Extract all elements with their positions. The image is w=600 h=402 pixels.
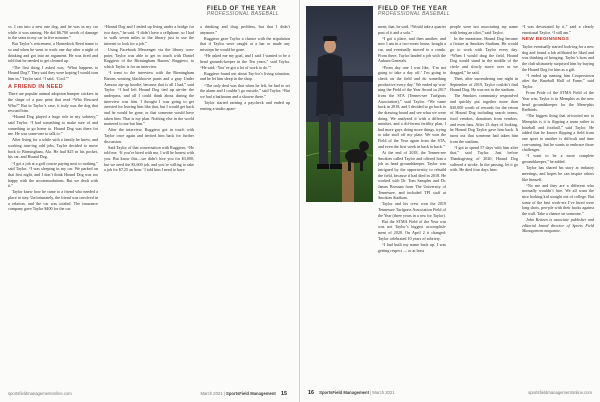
paragraph: Taylor eventually started look-ing for a new dog and found a lab affiliated he liked and was thinking of bringing. Taylor’s boss and the club ultimately surprised him by buying the Hound Dog for him as a gift.: [522, 43, 594, 72]
footer-sep: |: [223, 391, 225, 396]
paragraph: After living for a while with a family he knew, and working turn-ing odd jobs, Taylor decided to move back to Birmingham, Ala. He had $25 in his pocket, his car, and Hound Dog.: [8, 137, 98, 160]
paragraph: “The biggest thing that at-tracted me to Memphis is it is flipping a team rather to baseball and football,” said Taylor. He added that he knows flipping a field from one sport to another is difficult and time con-suming, but he wants to embrace those challenges.: [522, 113, 594, 153]
paragraph: “Hound Dog and I ended up living under a bridge for two days,” he said. “I didn’t have a cellphone, so I had to walk seven miles to the library just to use the internet to look for a job.”: [104, 24, 194, 46]
paragraph: In the meantime, Hound Dog became a fixture at Smokies Stadium. He would go to work with Taylor every day. “When I would drag the field, Hound Dog would stand in the middle of the circle and slowly move over as we dragged,” he said.: [450, 35, 518, 75]
paragraph: The Smokies community respond-ed and quickly put together more than $30,000 worth of rewards for the return of Hound Dog including search teams, food vendors, donations from vendors, and even fans. After 23 days of looking, he Hound Dog Taylor gave him back. It turns out that someone had taken him from the stadium.: [450, 93, 518, 144]
footer-magazine: SportsField Management: [319, 390, 369, 395]
paragraph: “I got to spend 57 days with him after that,” said Taylor. Just before Thanksgiving of 2020, Hound Dog suffered a stroke. In the passing, let it go with. He died four days later.: [450, 144, 518, 173]
paragraph: people were not associating my name with being an idiot,” said Taylor.: [450, 24, 518, 35]
photo-image: [306, 6, 373, 202]
article-column-6: [522, 24, 594, 380]
section-heading: A FRIEND IN NEED: [8, 83, 64, 90]
page-number: 15: [281, 391, 287, 397]
paragraph: Taylor and his crew won the 2019 Tennessee Turfgrass Association Field of the Year (three years in a row for Taylor).: [378, 201, 446, 218]
footer-site: sportsfieldmanagementonline.com: [8, 391, 72, 396]
header-subtitle: PROFESSIONAL BASEBALL: [206, 11, 279, 18]
page-number: 16: [308, 390, 314, 396]
footer-date: March 2021: [372, 390, 395, 395]
article-column-5: [450, 24, 518, 380]
author-byline: John Reitzen is associate publisher and editorial brand director of Sports Field Management magazine.: [522, 217, 594, 234]
right-page: [300, 0, 600, 402]
paragraph: “I had built my name back up, I was getting respect — or at least: [378, 241, 446, 253]
paragraph: At the end of 2018, the Tennes-see Smokies called Taylor and offered him a job as head groundskeeper. Taylor was intrigued by the opportu-nity to rebuild the field, because it had died in 2018. He worked with Dr. Tom Samples and Dr. James Brosnan from The University of Tennessee, and included TPI staff at Smokies Stadium.: [378, 149, 446, 201]
paragraph: “I ended up naming him Cooperstown after the Baseball Hall of Fame,” said Taylor.: [522, 72, 594, 90]
paragraph: But Taylor’s retirement, a Homedock Reed name is so and when he went to work one day after a night of drinking and got into an argument. He was fired and told that he needed to get cleaned up.: [8, 41, 98, 64]
paragraph: a drinking and drug problem, but that I didn’t anymore.”: [200, 24, 290, 35]
footer-date: March 2021: [200, 391, 223, 396]
groundskeeper-photo: [306, 6, 373, 202]
paragraph: “He asked me my goal, and I said I wanted to be a head grounds-keeper in the Ten years,” said Taylor. “He said, ‘You’ve got a lot of work to do.’”: [200, 53, 290, 70]
paragraph: Then, after surrendering one night in September of 2019, Taylor couldn’t find Hound Dog. He was not in the stadium.: [450, 75, 518, 93]
header-title: FIELD OF THE YEAR: [378, 6, 448, 12]
footer-sep: |: [370, 390, 372, 395]
page-footer: [8, 391, 291, 396]
article-column-3: [200, 24, 290, 380]
article-column-4: [378, 24, 446, 380]
paragraph: “Hound Dog played a huge role in my sobriety,” said Taylor. “I had something to make sure of and something to go home to. Hound Dog was there for me. He was some-one to talk to.”: [8, 114, 98, 137]
page-header: [207, 6, 279, 18]
footer-magazine: SportsField Management: [226, 391, 276, 396]
paragraph: “No me and they are a different who normally wouldn’t hire. We all want the nice looking kid straight out of college. But some of the best work-ers I’ve hired were long shots, peo-ple with their backs against the wall. Take a chance on someone.”: [522, 182, 594, 216]
paragraph: From Pride of the STMA Field of the Year win, Taylor is in Memphis as the new head groundskeeper for the Mem-phis Redbirds.: [522, 90, 594, 113]
section-heading: NEW BEGINNINGS: [522, 37, 570, 43]
paragraph: Taylor knew how he came to a friend who needed a place to stay. Unfortunately, the friend was involved in a relation, and the car was totaled. The insurance company gave Taylor $400 for the car.: [8, 189, 98, 212]
paragraph: Taylor has shared his story at industry meetings, and hopes he can inspire others like himself.: [522, 165, 594, 182]
paragraph: There are popular animal adoption bumper stickers in the shape of a paw print that read “Who Rescued Who?” But in Taylor’s case, it truly was the dog that rescued him.: [8, 91, 98, 114]
article-column-1: [8, 24, 98, 380]
paragraph: Using Facebook Messenger via the library com-puter, Taylor was able to get in touch with Daniel Ruggiero of the Birmingham Barons’ Ruggiero, to which Taylor is for an interview.: [104, 47, 194, 70]
paragraph: Ruggiero gave Taylor a chance with the stipulation that if Taylor were caught at a bar or made any missteps he would be gone.: [200, 35, 290, 53]
page-footer: [308, 390, 592, 396]
paragraph: ment; that, he said, “Would take a quarter past of it and a sofa.”: [378, 24, 446, 35]
paragraph: Said Taylor of that conversation with Ruggiero, “He told me, ‘If you’re hired with me, I will be honest with you. But know this—we didn’t hire you for $3,000, but we need the $3,600 job, and you’re willing to take a job for $7.25 an hour.’ I told him I need to have: [104, 144, 194, 173]
header-title: FIELD OF THE YEAR: [206, 6, 277, 12]
paragraph: After the interview, Ruggiero got in touch with Taylor once again and invited him back for further discussion.: [104, 127, 194, 144]
footer-site: sportsfieldmanagementonline.com: [528, 390, 592, 395]
page-header: [378, 6, 450, 18]
paragraph: “I got a place, and then another, and now I am in a two-room house, bought a car, and eventually moved to a condo. From there, Taylor landed a job with the Auburn Generals.: [378, 35, 446, 64]
paragraph: “The first thing I asked was, ‘What happens to Hound Dog?’ They said they were hoping I would turn him in,” Taylor said. “I said, ‘Cool.’”: [8, 64, 98, 81]
paragraph: “I went to the interview with the Birmingham Barons wearing blackhoove pants and a gray Under Armour zip-up hoodie, because that is all I had,” said Taylor. “I had left Hound Dog tied up un-der the underpass, and all I could think about during the interview was him. I thought I was going to get arrested for leaving him like that, but I would get back and he would be gone, or that someone would have taken him. That is my plan. Nothing else in the world mattered to me but him.”: [104, 70, 194, 127]
paragraph: Ruggiero found out about Tay-lor’s living situation, and he let him sleep in the shop.: [200, 70, 290, 82]
paragraph: But the STMA Field of the Year win was not Taylor’s biggest accomplish-ment of 2020. On April 2 it changed: Taylor celebrated 10 years of sobriety.: [378, 218, 446, 241]
paragraph: “I was devastated by it,” said a clearly emotional Taylor. “I still am.”: [522, 24, 594, 35]
paragraph: “From day one I was like, ‘I’m not going to take a day off.’ I’m going to check on the field and do something productive every day.’ We ended up win-ning the Field of the Year Award in 2017 from the STA (Tennes-see Turfgrass Association),” said Taylor. “We came back in 2018, and I decided to go back to the drawing board and see what we were doing. We analyzed it with a different mindset, and a dif-ferent fertility plan, I had more guys doing more things, trying to take stuff off my plate. We won the Field of the Year again from the STA, and even the first week in back to back.”: [378, 64, 446, 149]
article-column-2: [104, 24, 194, 380]
paragraph: “I want to be a more complete groundskeeper,” he added.: [522, 153, 594, 165]
header-subtitle: PROFESSIONAL BASEBALL: [378, 11, 451, 18]
paragraph: “I got a job at a golf course paying next to nothing,” said Taylor. “I was sleeping in my car. We parked on that first night, and I don’t think Hound Dog was too happy with the accommodations. But we dealt with it.”: [8, 160, 98, 189]
paragraph: “The only deal was that when he left, he had to set the alarm and I couldn’t go outside,” said Taylor. “But we had a bathroom and a shower there.”: [200, 82, 290, 99]
paragraph: Taylor started earning a paycheck and ended up renting a studio apart-: [200, 100, 290, 111]
paragraph: vs. I ran into a new one dog, and he was in my car while it was raining. He did $6,700 worth of damage to the seats in my car in five minutes.”: [8, 24, 98, 41]
